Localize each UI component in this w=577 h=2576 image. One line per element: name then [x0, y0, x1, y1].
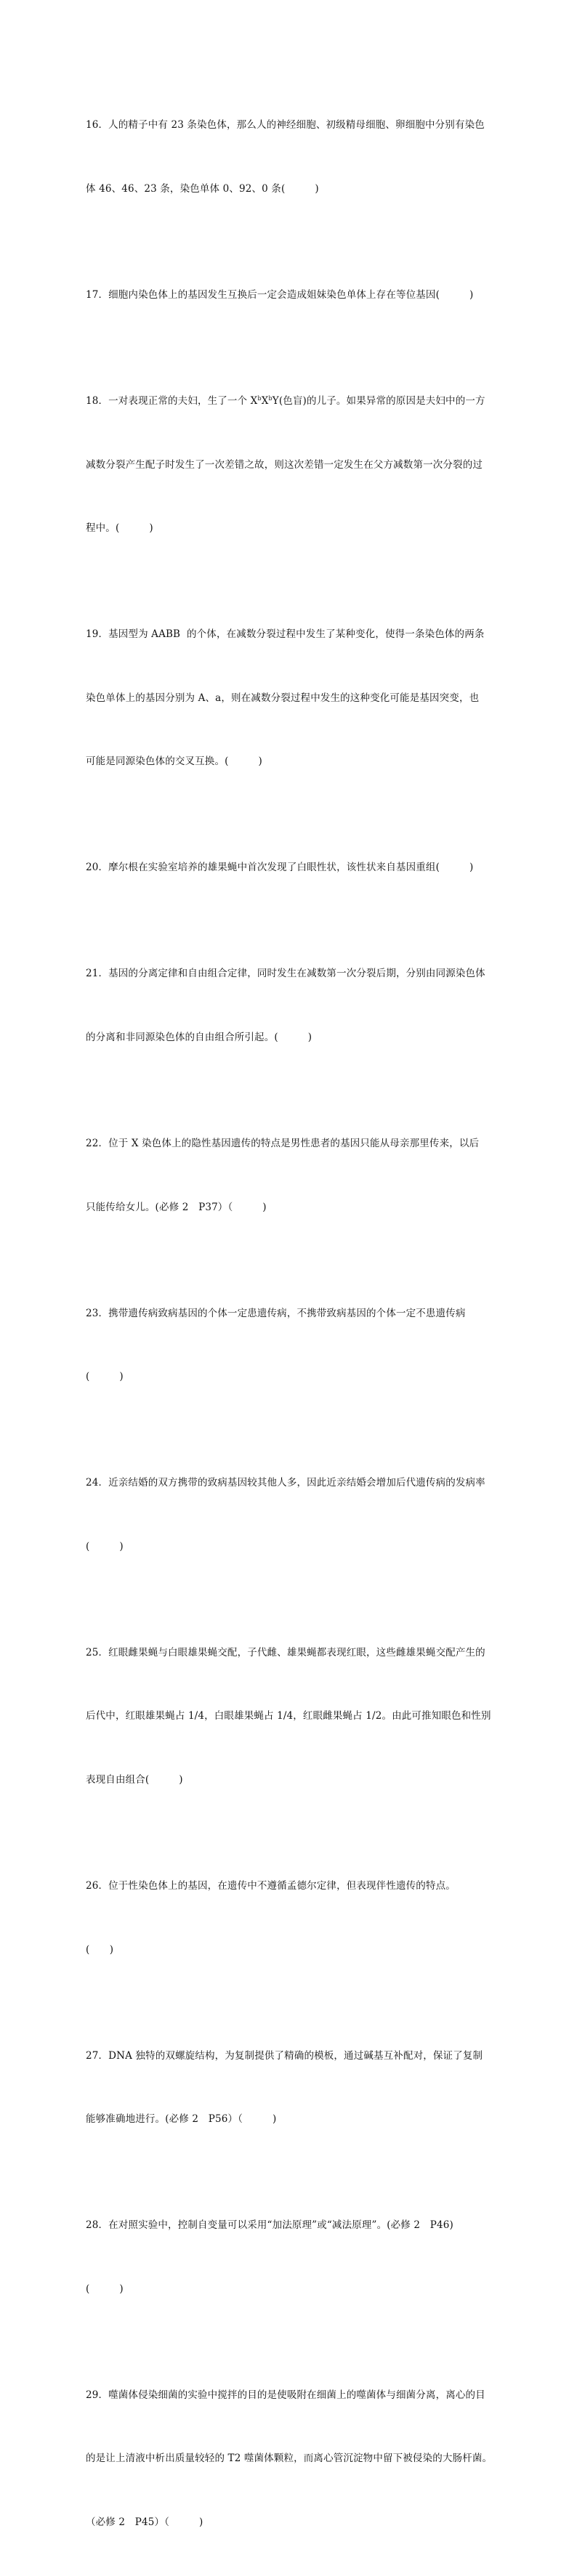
question-line: 17．细胞内染色体上的基因发生互换后一定会造成姐妹染色单体上存在等位基因( ) — [86, 289, 474, 301]
question-18 — [86, 349, 497, 582]
question-25 — [86, 1600, 497, 1833]
question-line: 后代中，红眼雄果蝇占 1/4，白眼雄果蝇占 1/4，红眼雌果蝇占 1/2。由此可推知眼色和性别 — [86, 1710, 491, 1722]
question-line: 25．红眼雌果蝇与白眼雄果蝇交配，子代雌、雄果蝇都表现红眼，这些雌雄果蝇交配产生的 — [86, 1646, 485, 1658]
question-line: 能够准确地进行。(必修 2 P56）（ ) — [86, 2113, 277, 2126]
question-29 — [86, 2342, 497, 2575]
question-line: 16．人的精子中有 23 条染色体，那么人的神经细胞、初级精母细胞、卵细胞中分别有染色 — [86, 119, 485, 131]
document-body — [86, 73, 497, 2576]
question-line: 23．携带遗传病致病基因的个体一定患遗传病，不携带致病基因的个体一定不患遗传病 — [86, 1307, 466, 1319]
question-22 — [86, 1091, 497, 1261]
question-line: 21．基因的分离定律和自由组合定律，同时发生在减数第一次分裂后期，分别由同源染色体 — [86, 968, 485, 980]
question-line: （必修 2 P45）（ ) — [86, 2516, 203, 2528]
question-line: 22．位于 X 染色体上的隐性基因遗传的特点是男性患者的基因只能从母亲那里传来，以后 — [86, 1137, 480, 1149]
question-line: 27．DNA 独特的双螺旋结构，为复制提供了精确的模板，通过碱基互补配对，保证了复制 — [86, 2049, 483, 2062]
question-line: 的分离和非同源染色体的自由组合所引起。( ) — [86, 1031, 312, 1043]
question-17 — [86, 243, 497, 349]
question-text: 18．一对表现正常的夫妇，生了一个 X — [86, 395, 258, 407]
allele-superscript: b — [268, 395, 273, 402]
question-line: 20．摩尔根在实验室培养的雄果蝇中首次发现了白眼性状，该性状来自基因重组( ) — [86, 862, 474, 874]
allele-superscript: b — [257, 395, 262, 402]
question-text: X — [261, 395, 269, 407]
question-line: 体 46、46、23 条，染色单体 0、92、0 条( ) — [86, 183, 319, 195]
answer-blank: ( ) — [86, 2283, 124, 2295]
question-26 — [86, 1834, 497, 2004]
question-line-with-genotype — [86, 391, 497, 412]
answer-blank: ( ) — [86, 1371, 124, 1383]
question-28 — [86, 2173, 497, 2343]
question-text: Y(色盲)的儿子。如果异常的原因是夫妇中的一方 — [272, 395, 485, 407]
question-line: 26．位于性染色体上的基因，在遗传中不遵循孟德尔定律，但表现伴性遗传的特点。 — [86, 1879, 456, 1892]
question-line: 只能传给女儿。(必修 2 P37）（ ) — [86, 1201, 267, 1213]
answer-blank: ( ) — [86, 1943, 114, 1956]
question-20 — [86, 815, 497, 921]
question-line: 24．近亲结婚的双方携带的致病基因较其他人多，因此近亲结婚会增加后代遗传病的发病率 — [86, 1477, 485, 1489]
question-line: 28．在对照实验中，控制自变量可以采用“加法原理”或“减法原理”。(必修 2 P46) — [86, 2219, 453, 2232]
question-23 — [86, 1260, 497, 1430]
question-line: 29．噬菌体侵染细菌的实验中搅拌的目的是使吸附在细菌上的噬菌体与细菌分离，离心的目 — [86, 2389, 485, 2401]
answer-blank: ( ) — [86, 1540, 124, 1552]
question-27 — [86, 2003, 497, 2173]
question-line: 染色单体上的基因分别为 A、a，则在减数分裂过程中发生的这种变化可能是基因突变，也 — [86, 692, 480, 704]
question-16 — [86, 73, 497, 243]
question-19 — [86, 582, 497, 815]
question-line: 减数分裂产生配子时发生了一次差错之故，则这次差错一定发生在父方减数第一次分裂的过 — [86, 458, 483, 471]
question-21 — [86, 921, 497, 1091]
question-line: 可能是同源染色体的交叉互换。( ) — [86, 756, 262, 768]
question-line: 程中。( ) — [86, 522, 153, 535]
question-line: 19．基因型为 AABB 的个体，在减数分裂过程中发生了某种变化，使得一条染色体的两条 — [86, 628, 485, 641]
question-line: 表现自由组合( ) — [86, 1773, 183, 1786]
question-24 — [86, 1430, 497, 1600]
question-line: 的是让上清液中析出质量较轻的 T2 噬菌体颗粒，而离心管沉淀物中留下被侵染的大肠杆菌。 — [86, 2453, 493, 2465]
